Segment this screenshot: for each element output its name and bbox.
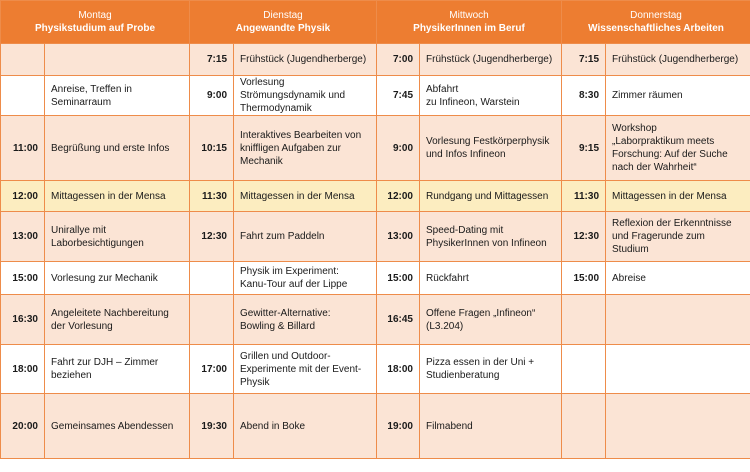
day-theme: Angewandte Physik — [235, 23, 331, 34]
day-name: Mittwoch — [449, 10, 489, 21]
schedule-row — [1, 212, 750, 262]
activity-cell: Physik im Experiment: Kanu-Tour auf der Lippe — [234, 262, 377, 295]
activity-cell: Filmabend — [420, 394, 562, 459]
day-theme: Wissenschaftliches Arbeiten — [588, 23, 724, 34]
time-cell: 11:00 — [1, 116, 45, 181]
activity-cell: Unirallye mit Laborbesichtigungen — [45, 212, 190, 262]
day-theme: Physikstudium auf Probe — [34, 23, 156, 34]
time-cell: 7:45 — [377, 76, 420, 116]
time-cell: 19:30 — [190, 394, 234, 459]
time-cell: 16:30 — [1, 295, 45, 345]
time-cell: 15:00 — [562, 262, 606, 295]
time-cell: 9:00 — [377, 116, 420, 181]
time-cell: 18:00 — [1, 345, 45, 394]
time-cell: 12:00 — [1, 181, 45, 212]
time-cell — [562, 345, 606, 394]
time-cell: 12:00 — [377, 181, 420, 212]
time-cell: 7:00 — [377, 44, 420, 76]
time-cell — [190, 262, 234, 295]
day-name: Dienstag — [263, 10, 303, 21]
activity-cell: Speed-Dating mit PhysikerInnen von Infineon — [420, 212, 562, 262]
time-cell: 12:30 — [190, 212, 234, 262]
activity-cell: Mittagessen in der Mensa — [234, 181, 377, 212]
activity-cell: Offene Fragen „Infineon“ (L3.204) — [420, 295, 562, 345]
time-cell: 17:00 — [190, 345, 234, 394]
day-header — [562, 1, 750, 44]
activity-cell: Rundgang und Mittagessen — [420, 181, 562, 212]
activity-cell — [45, 44, 190, 76]
activity-cell: Frühstück (Jugendherberge) — [234, 44, 377, 76]
day-header — [190, 1, 377, 44]
time-cell: 13:00 — [1, 212, 45, 262]
activity-cell: Fahrt zur DJH – Zimmer beziehen — [45, 345, 190, 394]
schedule-row — [1, 116, 750, 181]
activity-cell: Anreise, Treffen in Seminarraum — [45, 76, 190, 116]
schedule-row — [1, 181, 750, 212]
time-cell — [190, 295, 234, 345]
day-header — [1, 1, 190, 44]
time-cell — [1, 76, 45, 116]
schedule-row — [1, 44, 750, 76]
header-row — [1, 1, 750, 44]
activity-cell: Vorlesung zur Mechanik — [45, 262, 190, 295]
activity-cell: Rückfahrt — [420, 262, 562, 295]
activity-cell: Mittagessen in der Mensa — [606, 181, 750, 212]
activity-cell: Reflexion der Erkenntnisse und Fragerunde zum Studium — [606, 212, 750, 262]
day-header — [377, 1, 562, 44]
activity-cell: Gemeinsames Abendessen — [45, 394, 190, 459]
time-cell — [562, 295, 606, 345]
time-cell: 7:15 — [190, 44, 234, 76]
activity-cell: Fahrt zum Paddeln — [234, 212, 377, 262]
activity-cell — [606, 394, 750, 459]
activity-cell: Abend in Boke — [234, 394, 377, 459]
activity-cell: Mittagessen in der Mensa — [45, 181, 190, 212]
time-cell: 20:00 — [1, 394, 45, 459]
activity-cell: Begrüßung und erste Infos — [45, 116, 190, 181]
time-cell: 8:30 — [562, 76, 606, 116]
time-cell: 18:00 — [377, 345, 420, 394]
time-cell: 9:15 — [562, 116, 606, 181]
activity-cell: Vorlesung Strömungsdynamik und Thermodynamik — [234, 76, 377, 116]
activity-cell: Vorlesung Festkörperphysik und Infos Infineon — [420, 116, 562, 181]
time-cell: 10:15 — [190, 116, 234, 181]
schedule-row — [1, 76, 750, 116]
activity-cell: Angeleitete Nachbereitung der Vorlesung — [45, 295, 190, 345]
time-cell: 9:00 — [190, 76, 234, 116]
schedule-body — [1, 44, 750, 459]
activity-cell: Gewitter-Alternative: Bowling & Billard — [234, 295, 377, 345]
activity-cell: Abreise — [606, 262, 750, 295]
activity-cell: Zimmer räumen — [606, 76, 750, 116]
activity-cell: Frühstück (Jugendherberge) — [606, 44, 750, 76]
day-name: Donnerstag — [630, 10, 682, 21]
schedule-row — [1, 262, 750, 295]
time-cell: 12:30 — [562, 212, 606, 262]
day-name: Montag — [78, 10, 112, 21]
schedule-row — [1, 345, 750, 394]
activity-cell: Interaktives Bearbeiten von kniffligen Aufgaben zur Mechanik — [234, 116, 377, 181]
time-cell: 19:00 — [377, 394, 420, 459]
activity-cell — [606, 295, 750, 345]
time-cell — [562, 394, 606, 459]
activity-cell: Workshop „Laborpraktikum meets Forschung: Auf der Suche nach der Wahrheit“ — [606, 116, 750, 181]
activity-cell: Pizza essen in der Uni + Studienberatung — [420, 345, 562, 394]
time-cell: 11:30 — [190, 181, 234, 212]
activity-cell: Grillen und Outdoor-Experimente mit der Event-Physik — [234, 345, 377, 394]
time-cell: 15:00 — [377, 262, 420, 295]
schedule-row — [1, 295, 750, 345]
time-cell: 11:30 — [562, 181, 606, 212]
time-cell — [1, 44, 45, 76]
activity-cell — [606, 345, 750, 394]
time-cell: 15:00 — [1, 262, 45, 295]
time-cell: 13:00 — [377, 212, 420, 262]
time-cell: 7:15 — [562, 44, 606, 76]
schedule-row — [1, 394, 750, 459]
activity-cell: Abfahrt zu Infineon, Warstein — [420, 76, 562, 116]
time-cell: 16:45 — [377, 295, 420, 345]
day-theme: PhysikerInnen im Beruf — [413, 23, 525, 34]
activity-cell: Frühstück (Jugendherberge) — [420, 44, 562, 76]
